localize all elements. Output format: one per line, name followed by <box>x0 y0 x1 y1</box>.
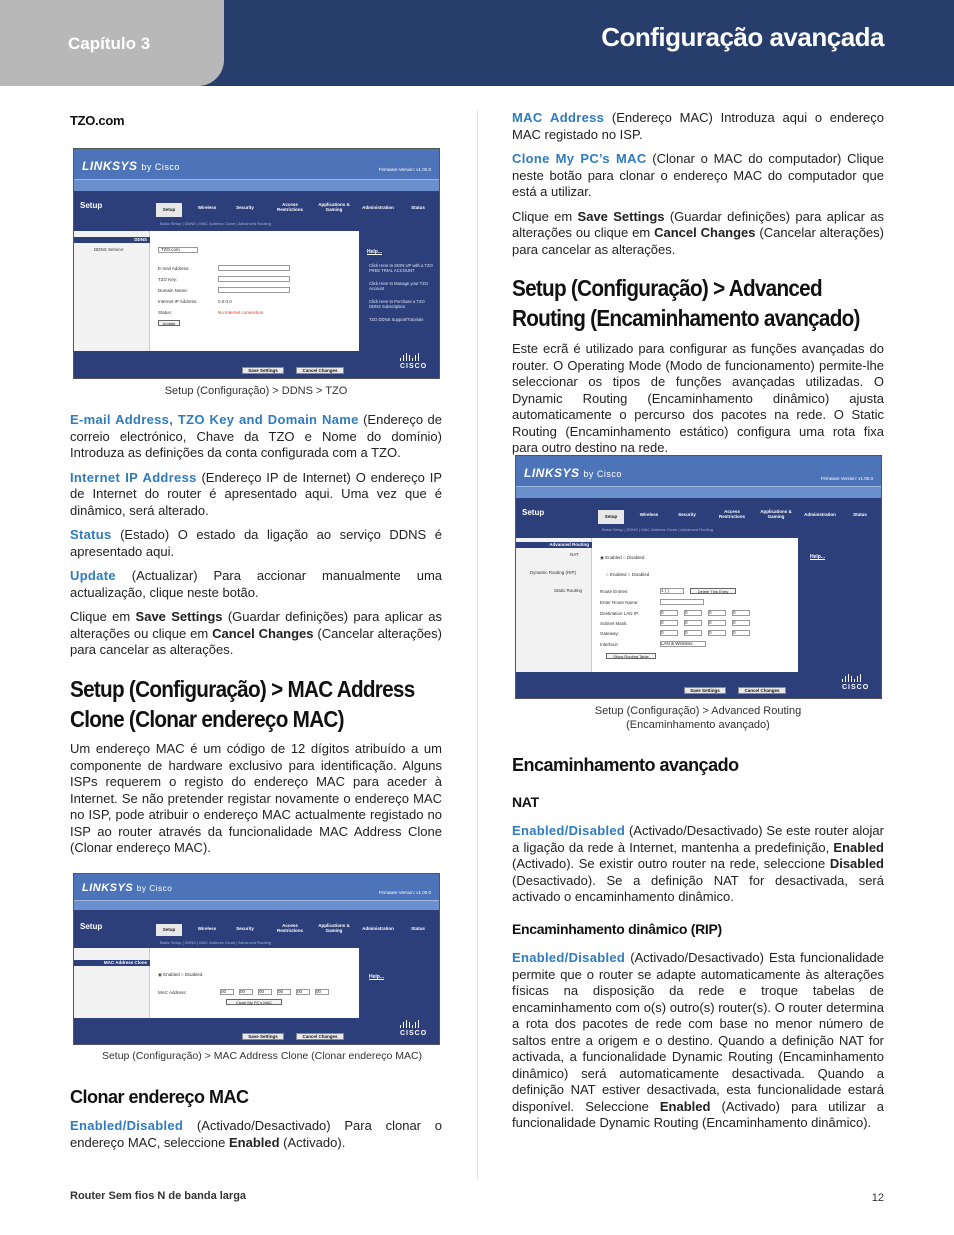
clone-mac-description: Enabled/Disabled (Activado/Desactivado) Para clonar o endereço MAC, seleccione Enabled (Activado). <box>70 1118 442 1150</box>
rip-description: Enabled/Disabled (Activado/Desactivado) Esta funcionalidade permite que o router se adapte automaticamente às alterações físicas na disposição da rede e troque tabelas de encaminhamento com o(s) outro(s) router(s). O router determina a rota dos pacotes de rede com base no menor número de saltos entre a origem e o destino. Quando a definição NAT for activada, a funcionalidade Dynamic Routing (Encaminhamento dinâmico) será automaticamente desactivada. Quando a definição NAT estiver desactivada, esta funcionalidade estará disponível. Seleccione Enabled (Activado) para utilizar a funcionalidade Dynamic Routing (Encaminhamento dinâmico). <box>512 950 884 1130</box>
mac-octet-6[interactable]: 00 <box>315 989 329 995</box>
linksys-logo: LINKSYS by Cisco <box>82 159 180 173</box>
tzo-caption: Setup (Configuração) > DDNS > TZO <box>164 385 348 397</box>
paragraph: Internet IP Address (Endereço IP de Internet) O endereço IP de Internet do router é apresentado aqui. Uma vez que é dinâmico, será alterado. <box>70 469 442 518</box>
tab-admin[interactable]: Administration <box>362 205 394 210</box>
advanced-routing-heading: Setup (Configuração) > Advanced Routing (Encaminhamento avançado) <box>512 275 860 331</box>
domain-name-field[interactable] <box>218 287 290 293</box>
page-number: 12 <box>871 1192 884 1204</box>
cancel-changes-button[interactable]: Cancel Changes <box>296 367 344 374</box>
mac-clone-caption: Setup (Configuração) > MAC Address Clone (Clonar endereço MAC) <box>101 1050 423 1062</box>
mac-octet-3[interactable]: 00 <box>258 989 272 995</box>
mac-octet-2[interactable]: 00 <box>239 989 253 995</box>
routing-intro: Este ecrã é utilizado para configurar as funções avançadas do router. O Operating Mode (Modo de funcionamento) permite-lhe seleccionar os tipos de funções avançadas utilizadas. O Dynamic Routing (Encaminhamento dinâmico) ajusta automaticamente o percurso dos pacotes na rede. O Static Routing (Encaminhamento estático) configura uma rota fixa para outro destino na rede. <box>512 341 884 455</box>
left-column <box>70 112 442 142</box>
paragraph: Clique em Save Settings (Guardar definições) para aplicar as alterações ou clique em Cancel Changes (Cancelar alterações) para cancelar as alterações. <box>70 609 443 657</box>
advanced-routing-screenshot: LINKSYS by Cisco Firmware Version: v1.00.0 Setup Setup Wireless Security Access Restrictions Applications & Gaming Administration Status Basic Setup | DDNS | MAC Address Clone | Advanced Routing Advanced Routing NAT ◉ Enabled ○ Disabled Dynamic Routing (RIP) ○ Enabled ○ Disabled Static Routing Route Entries: 1 ( ) Delete This Entry Enter Route Name: Destination LAN IP: 0 0 0 0 Subnet Mask: 0 0 0 0 Gateway: 0 0 0 0 Interface: LAN & Wireless Show Routing Table Help... Save Settings Cancel Changes CISCO <box>515 455 882 699</box>
mac-clone-heading: Setup (Configuração) > MAC Address Clone (Clonar endereço MAC) <box>70 676 415 732</box>
cisco-logo: CISCO <box>400 363 428 370</box>
routing-caption-2: (Encaminhamento avançado) <box>626 719 770 731</box>
tzo-key-field[interactable] <box>218 276 290 282</box>
mac-octet-4[interactable]: 00 <box>277 989 291 995</box>
footer-product: Router Sem fios N de banda larga <box>70 1190 247 1202</box>
tab-status[interactable]: Status <box>411 205 425 210</box>
paragraph: Update (Actualizar) Para accionar manualmente uma actualização, clique neste botão. <box>70 568 442 600</box>
route-name-field[interactable] <box>660 599 704 605</box>
tzo-heading: TZO.com <box>70 113 125 128</box>
page-title: Configuração avançada <box>601 22 884 52</box>
nat-heading: NAT <box>512 794 539 810</box>
paragraph: Status (Estado) O estado da ligação ao serviço DDNS é apresentado aqui. <box>70 527 442 559</box>
tab-security[interactable]: Security <box>236 205 254 210</box>
nat-description: Enabled/Disabled (Activado/Desactivado) Se este router alojar a ligação da rede à Internet, mantenha a predefinição, Enabled (Activado). Se existir outro router na rede, seleccione Disabled (Desactivado). Se a definição NAT for desactivada, será activado o encaminhamento dinâmico. <box>512 823 884 904</box>
mac-intro: Um endereço MAC é um código de 12 dígitos atribuído a um componente de hardware exclusivo para identificação. Alguns ISPs requerem o registo do endereço MAC para aceder à Internet. Se não pretender registar novamente o endereço MAC no ISP, pode atribuir o endereço MAC actualmente registado no ISP ao router através da funcionalidade MAC Address Clone (Clonar endereço MAC). <box>70 741 442 855</box>
right-column-top: MAC Address (Endereço MAC) Introduza aqui o endereço MAC registado no ISP. Clone My PC’s MAC (Clonar o MAC do computador) Clique neste botão para clonar o endereço MAC do computador que está a utilizar. Clique em Save Settings (Guardar definições) para aplicar as alterações ou clique em Cancel Changes (Cancelar alterações) para cancelar as alterações. <box>512 110 885 257</box>
update-button[interactable]: Update <box>158 320 180 326</box>
delete-entry-button[interactable]: Delete This Entry <box>690 588 736 594</box>
interface-select[interactable]: LAN & Wireless <box>660 641 706 647</box>
mac-octet-1[interactable]: 00 <box>220 989 234 995</box>
clone-mac-button[interactable]: Clone My PC's MAC <box>226 999 282 1005</box>
chapter-label: Capítulo 3 <box>68 34 151 53</box>
save-settings-button[interactable]: Save Settings <box>242 367 284 374</box>
tab-access[interactable]: Access Restrictions <box>276 202 303 212</box>
route-entries-select[interactable]: 1 ( ) <box>660 588 684 594</box>
tzo-description <box>70 412 442 667</box>
tzo-screenshot: LINKSYS by Cisco Firmware Version: v1.00.0 Setup Setup Wireless Security Access Restrictions Applications & Gaming Administration Status Basic Setup | DDNS | MAC Address Clone | Advanced Routing DDNS DDNS Service: TZO.com E-mail Address: TZO Key: Domain Name: Internet IP Address: 0.0.0.0 Status: No Internet connection Update Help... Click Here to SIGN UP with a TZO FREE TRIAL ACCOUNT Click Here to Manage your TZO Account Click Here to Purchase a TZO DDNS Subscription TZO DDNS Support/Tutorials Save Settings Cancel Changes CISCO <box>73 148 440 379</box>
clone-mac-heading: Clonar endereço MAC <box>70 1087 249 1107</box>
mac-clone-screenshot: LINKSYS by Cisco Firmware Version: v1.00.0 Setup Setup Wireless Security Access Restrictions Applications & Gaming Administration Status Basic Setup | DDNS | MAC Address Clone | Advanced Routing MAC Address Clone ◉ Enabled ○ Disabled MAC Address: 00 00 00 00 00 00 Clone My PC's MAC Help... Save Settings Cancel Changes CISCO <box>73 873 440 1045</box>
email-field[interactable] <box>218 265 290 271</box>
column-divider <box>477 110 478 1180</box>
show-routing-table-button[interactable]: Show Routing Table <box>606 653 656 659</box>
advanced-routing-subheading: Encaminhamento avançado <box>512 755 739 775</box>
rip-heading: Encaminhamento dinâmico (RIP) <box>512 921 722 937</box>
paragraph: E-mail Address, TZO Key and Domain Name (Endereço de correio electrónico, Chave da TZO e Nome do domínio) Introduza as definições da conta configurada com a TZO. <box>70 412 442 460</box>
tab-apps[interactable]: Applications & Gaming <box>318 202 350 212</box>
mac-octet-5[interactable]: 00 <box>296 989 310 995</box>
tab-setup[interactable]: Setup <box>156 203 182 217</box>
tab-wireless[interactable]: Wireless <box>197 205 217 210</box>
routing-caption-1: Setup (Configuração) > Advanced Routing <box>594 705 802 717</box>
ddns-service-select[interactable]: TZO.com <box>158 247 198 253</box>
